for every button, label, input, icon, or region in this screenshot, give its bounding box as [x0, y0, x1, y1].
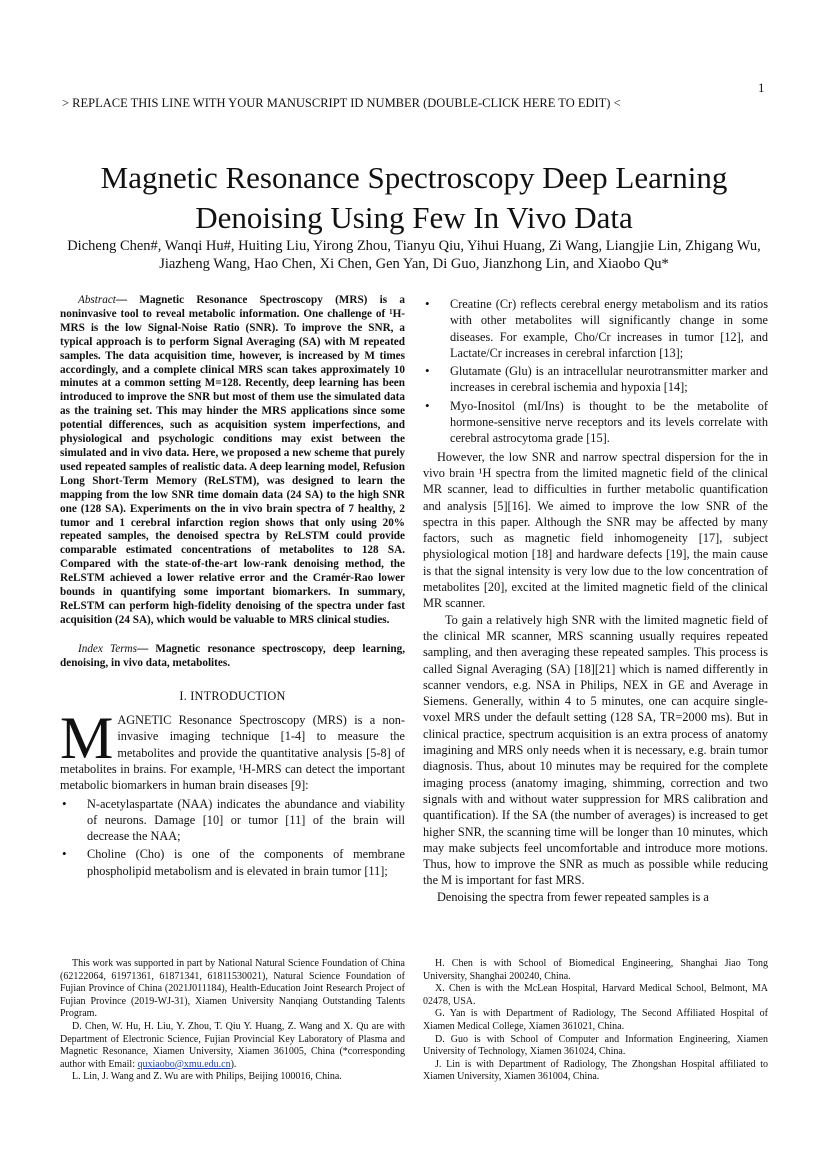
intro-first-paragraph — [60, 705, 405, 793]
footnote-affiliation-xmu — [60, 1021, 405, 1071]
intro-paragraph-3: To gain a relatively high SNR with the limited magnetic field of the clinical MR scanner, MRS scanning usually requires repeated sampling, and then averaging these repeated samples. This process is called Signal Averaging (SA) [18][21] which is named differently in scanner vendors, e.g. NSA in Philips, NEX in GE and Average in Siemens. Generally, within 4 to 5 minutes, one can acquire single-voxel MRS under the default setting (128 SA, TR=2000 ms). But in clinical practice, spectrum acquisition is an extra process of anatomy imagining and MRS only needs when it is necessary, e.g. brain tumor diagnosis. Thus, about 10 minutes may be required for the complete imaging process (anatomy imaging, shimming, correction and two signals with and without water suppression for MRS calibration and quantification). If the SA (the number of averages) is increased to get higher SNR, the scanning time will be longer than 10 minutes, which may make subjects feel uncomfortable and introduce more motions. Thus, how to improve the SNR as much as possible while reducing the M is important for fast MRS. — [423, 612, 768, 888]
footnote-affiliation-xmut: D. Guo is with School of Computer and Information Engineering, Xiamen University of Technology, Xiamen 361024, China. — [423, 1033, 768, 1058]
section-heading-introduction: I. INTRODUCTION — [179, 688, 286, 703]
footnote-affiliation-zhongshan: J. Lin is with Department of Radiology, The Zhongshan Hospital affiliated to Xiamen University, Xiamen 361004, China. — [423, 1058, 768, 1083]
footnote-affiliation-xmmc: G. Yan is with Department of Radiology, The Second Affiliated Hospital of Xiamen Medical College, Xiamen 361021, China. — [423, 1008, 768, 1032]
page-number: 1 — [758, 80, 765, 95]
abstract-text: — Magnetic Resonance Spectroscopy (MRS) is a noninvasive tool to reveal metabolic information. One challenge of ¹H-MRS is the low Signal-Noise Ratio (SNR). To improve the SNR, a typical approach is to perform Signal Averaging (SA) with M repeated samples. The data acquisition time, however, is increased by M times accordingly, and a complete clinical MRS scan takes approximately 10 minutes at a common setting M=128. Recently, deep learning has been introduced to improve the SNR but most of them use the simulated data as the training set. This may hinder the MRS applications since some potential differences, such as acquisition system imperfections, and physiological and psychologic conditions may exist between the simulated and in vivo data. Here, we proposed a new scheme that purely used repeated samples of realistic data. A deep learning model, Refusion Long Short-Term Memory (ReLSTM), was designed to learn the mapping from the low SNR time domain data (24 SA) to the high SNR one (128 SA). Experiments on the in vivo brain spectra of 7 healthy, 2 tumor and 1 cerebral infarction region shows that only using 20% repeated samples, the denoised spectra by ReLSTM could provide comparable estimated concentrations of metabolites to 128 SA. Compared with the state-of-the-art low-rank denoising method, the ReLSTM achieved a lower relative error and the Cramér-Rao lower bounds in quantifying some important biomarkers. In summary, ReLSTM can perform high-fidelity denoising of the spectra under fast acquisition (24 SA), which would be valuable to MRS clinical studies. — [60, 294, 405, 626]
right-column — [423, 294, 768, 905]
abstract — [60, 294, 405, 628]
intro-paragraph-4: Denoising the spectra from fewer repeated samples is a — [437, 889, 709, 904]
footnotes-left — [60, 958, 405, 1084]
footnote-affiliation-sjtu: H. Chen is with School of Biomedical Engineering, Shanghai Jiao Tong University, Shanghai 200240, China. — [423, 958, 768, 982]
author-list: Dicheng Chen#, Wanqi Hu#, Huiting Liu, Yirong Zhou, Tianyu Qiu, Yihui Huang, Zi Wang, Liangjie Lin, Zhigang Wu, Jiazheng Wang, Hao Chen, Xi Chen, Gen Yan, Di Guo, Jianzhong Lin, and Xiaobo Qu* — [67, 238, 761, 272]
list-item: • Creatine (Cr) reflects cerebral energy metabolism and its ratios with other metabolites will significantly change in some diseases. For example, Cho/Cr increases in tumor [12], and Lactate/Cr increases in cerebral infarction [13]; — [423, 296, 768, 361]
intro-paragraph-2: However, the low SNR and narrow spectral dispersion for the in vivo brain ¹H spectra from the limited magnetic field of the clinical MR scanner, lead to difficulties in further metabolic quantification and analysis [5][16]. We aimed to improve the low SNR of the spectra in this paper. Although the SNR may be affected by many factors, such as magnetic field inhomogeneity [17], subject physiological motion [18] and hardware defects [19], the main cause is that the signal intensity is very low due to the low concentration of metabolites [20], excited at the limited magnetic field of the clinical MR scanner. — [423, 449, 768, 611]
metabolite-list-left — [60, 796, 405, 879]
intro-first-text: AGNETIC Resonance Spectroscopy (MRS) is a non-invasive imaging technique [1-4] to measure the metabolites and provide the quantitative analysis [5-8] of metabolites in brains. For example, ¹H-MRS can detect the important metabolic biomarkers in human brain diseases [9]: — [60, 713, 405, 793]
abstract-lead: Abstract — [78, 294, 116, 306]
footnote-affiliation-philips: L. Lin, J. Wang and Z. Wu are with Philips, Beijing 100016, China. — [72, 1071, 342, 1083]
index-terms-lead: Index Terms — [78, 642, 137, 655]
footnote-affiliation-end: ). — [230, 1058, 237, 1070]
footnote-affiliation-text: D. Chen, W. Hu, H. Liu, Y. Zhou, T. Qiu Y. Huang, Z. Wang and X. Qu are with Department of Electronic Science, Fujian Provincial Key Laboratory of Plasma and Magnetic Resonance, Xiamen University, Xiamen 361005, China (*corresponding author with Email: — [60, 1020, 405, 1070]
corresponding-email-link[interactable]: quxiaobo@xmu.edu.cn — [137, 1058, 231, 1070]
list-item: • Myo-Inositol (mI/Ins) is thought to be the metabolite of hormone-sensitive nerve receptors and its levels correlate with cerebral astrocytoma grade [15]. — [423, 398, 768, 447]
running-header: > REPLACE THIS LINE WITH YOUR MANUSCRIPT ID NUMBER (DOUBLE-CLICK HERE TO EDIT) < — [62, 96, 621, 110]
footnote-affiliation-mclean: X. Chen is with the McLean Hospital, Harvard Medical School, Belmont, MA 02478, USA. — [423, 983, 768, 1007]
dropcap: M — [60, 705, 114, 772]
left-column — [60, 294, 405, 881]
index-terms — [60, 642, 405, 670]
paper-title: Magnetic Resonance Spectroscopy Deep Learning Denoising Using Few In Vivo Data — [100, 160, 728, 235]
list-item: • Glutamate (Glu) is an intracellular neurotransmitter marker and increases in cerebral ischemia and hypoxia [14]; — [423, 363, 768, 396]
index-terms-text: — Magnetic resonance spectroscopy, deep learning, denoising, in vivo data, metabolites. — [60, 642, 406, 669]
list-item: • N-acetylaspartate (NAA) indicates the abundance and viability of neurons. Damage [10] or tumor [11] of the brain will decrease the NAA; — [60, 796, 405, 845]
footnote-funding: This work was supported in part by National Natural Science Foundation of China (62122064, 61971361, 61871341, 61811530021), Natural Science Foundation of Fujian Province of China (2021J011184), Health-Education Joint Research Project of Fujian Province (2019-WJ-31), Xiamen University Nanqiang Outstanding Talents Program. — [60, 958, 405, 1020]
footnotes-right — [423, 958, 768, 1084]
list-item: • Choline (Cho) is one of the components of membrane phospholipid metabolism and is elevated in brain tumor [11]; — [60, 846, 405, 879]
metabolite-list-right — [423, 296, 768, 447]
